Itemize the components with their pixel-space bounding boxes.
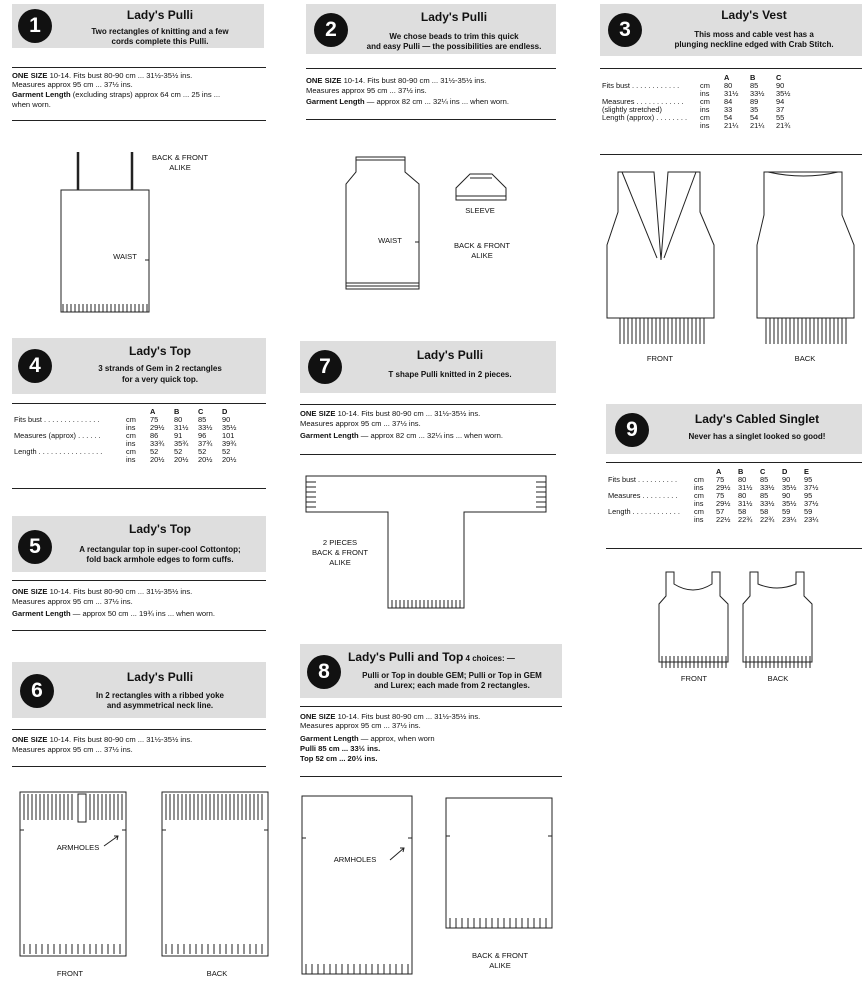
pattern-3-size-table: A B C Fits bust . . . . . . . . . . . . cm 80 85 90 ins 31½ 33½ 35½ Measures . . . . . . . . . . . . cm 84 89 94 (slightly stretched) ins 33 35 37 Length (approx) . . . . . . . . cm 54 54 55 ins 21¼ 21¼ 21¾ <box>602 73 791 130</box>
pattern-2-rule-top <box>306 68 556 69</box>
pattern-2-spec-1: ONE SIZE 10-14. Fits bust 80-90 cm ... 31½-35½ ins. <box>306 76 487 85</box>
pattern-6-front-diagram <box>18 790 130 962</box>
pattern-8-spec-4: Pulli 85 cm ... 33½ ins. <box>300 744 381 753</box>
pattern-3-label-front: FRONT <box>646 354 674 363</box>
pattern-5-subtitle-1: A rectangular top in super-cool Cottontop; <box>79 545 241 554</box>
pattern-4-size-table: A B C D Fits bust . . . . . . . . . . . . . . cm 75 80 85 90 ins 29½ 31½ 33½ 35½ Measures (approx) . . . . . . cm 86 91 96 101 ins 33¾ 35¾ 37¾ 39¾ Length . . . . . . . . . . . . . . . . cm 52 52 52 52 ins 20½ 20½ 20½ 20½ <box>14 407 237 464</box>
pattern-8-spec-2: Measures approx 95 cm ... 37½ ins. <box>300 721 421 730</box>
pattern-8-pulli-diagram <box>300 794 416 980</box>
pattern-5-subtitle-2: fold back armhole edges to form cuffs. <box>86 555 234 564</box>
pattern-1-rule-top <box>12 67 266 68</box>
pattern-6-number-badge: 6 <box>20 674 54 708</box>
pattern-1-diagram <box>55 148 155 318</box>
pattern-8-label-back-front: BACK & FRONT <box>471 951 529 960</box>
pattern-6-rule-bottom <box>12 766 266 767</box>
pattern-7-spec-3: Garment Length — approx 82 cm ... 32¼ ins ... when worn. <box>300 431 504 440</box>
pattern-2-label-back-front: BACK & FRONT <box>453 241 511 250</box>
pattern-3-number-badge: 3 <box>608 13 642 47</box>
pattern-2-subtitle-2: and easy Pulli — the possibilities are endless. <box>366 42 542 51</box>
pattern-1-spec-4: when worn. <box>12 100 51 109</box>
pattern-4-number-badge: 4 <box>18 349 52 383</box>
pattern-4-subtitle-1: 3 strands of Gem in 2 rectangles <box>98 364 222 373</box>
pattern-5-spec-3: Garment Length — approx 50 cm ... 19¾ ins ... when worn. <box>12 609 216 618</box>
pattern-9-number-badge: 9 <box>615 413 649 447</box>
pattern-7-label-alike: ALIKE <box>329 558 351 567</box>
pattern-2-title: Lady's Pulli <box>420 10 488 24</box>
pattern-6-title: Lady's Pulli <box>126 670 194 684</box>
pattern-7-label-back-front: BACK & FRONT <box>311 548 369 557</box>
pattern-1-title: Lady's Pulli <box>126 8 194 22</box>
pattern-2-body-diagram <box>343 154 423 294</box>
pattern-1-label-waist: WAIST <box>113 252 137 261</box>
pattern-5-spec-1: ONE SIZE 10-14. Fits bust 80-90 cm ... 31½-35½ ins. <box>12 587 193 596</box>
pattern-8-title: Lady's Pulli and Top 4 choices: — <box>348 650 515 664</box>
pattern-1-spec-3: Garment Length (excluding straps) approx 64 cm ... 25 ins ... <box>12 90 221 99</box>
pattern-6-back-diagram <box>160 790 272 962</box>
pattern-8-subtitle-2: and Lurex; each made from 2 rectangles. <box>374 681 530 690</box>
pattern-1-spec-2: Measures approx 95 cm ... 37½ ins. <box>12 80 133 89</box>
pattern-6-label-back: BACK <box>206 969 228 978</box>
pattern-5-rule-top <box>12 580 266 581</box>
pattern-4-rule-bottom <box>12 488 266 489</box>
pattern-8-label-alike: ALIKE <box>489 961 511 970</box>
pattern-6-rule-top <box>12 729 266 730</box>
pattern-2-spec-2: Measures approx 95 cm ... 37½ ins. <box>306 86 427 95</box>
pattern-8-number-badge: 8 <box>307 655 341 689</box>
pattern-1-spec-1: ONE SIZE 10-14. Fits bust 80-90 cm ... 31½-35½ ins. <box>12 71 193 80</box>
pattern-9-rule-bottom <box>606 548 862 549</box>
pattern-4-title: Lady's Top <box>129 344 191 358</box>
pattern-7-label-2-pieces: 2 PIECES <box>322 538 358 547</box>
pattern-9-subtitle-1: Never has a singlet looked so good! <box>688 432 826 441</box>
pattern-3-front-diagram <box>604 170 719 350</box>
pattern-1-subtitle-1: Two rectangles of knitting and a few <box>91 27 229 36</box>
pattern-6-label-front: FRONT <box>56 969 84 978</box>
pattern-7-spec-2: Measures approx 95 cm ... 37½ ins. <box>300 419 421 428</box>
pattern-3-title: Lady's Vest <box>721 8 787 22</box>
pattern-7-spec-1: ONE SIZE 10-14. Fits bust 80-90 cm ... 31½-35½ ins. <box>300 409 481 418</box>
pattern-7-rule-top <box>300 404 556 405</box>
pattern-9-label-front: FRONT <box>680 674 708 683</box>
pattern-3-subtitle-2: plunging neckline edged with Crab Stitch. <box>674 40 834 49</box>
pattern-3-back-diagram <box>754 170 859 350</box>
pattern-5-title: Lady's Top <box>129 522 191 536</box>
pattern-8-top-diagram <box>444 796 556 936</box>
pattern-6-label-armholes: ARMHOLES <box>56 843 100 852</box>
pattern-7-subtitle-1: T shape Pulli knitted in 2 pieces. <box>388 370 512 379</box>
pattern-4-rule-top <box>12 403 266 404</box>
pattern-9-back-diagram <box>740 570 816 672</box>
pattern-2-rule-bottom <box>306 119 556 120</box>
pattern-9-size-table: A B C D E Fits bust . . . . . . . . . . cm 75 80 85 90 95 ins 29½ 31½ 33½ 35½ 37½ Measures . . . . . . . . . cm 75 80 85 90 95 ins 29½ 31½ 33½ 35½ 37½ Length . . . . . . . . . . . . cm 57 58 58 59 59 ins 22½ 22¾ 22¾ 23¼ 23¼ <box>608 467 819 524</box>
pattern-2-number-badge: 2 <box>314 13 348 47</box>
pattern-9-label-back: BACK <box>767 674 789 683</box>
pattern-9-rule-top <box>606 462 862 463</box>
pattern-7-title: Lady's Pulli <box>416 348 484 362</box>
pattern-3-rule-top <box>600 68 862 69</box>
pattern-4-subtitle-2: for a very quick top. <box>121 375 199 384</box>
pattern-5-spec-2: Measures approx 95 cm ... 37½ ins. <box>12 597 133 606</box>
pattern-6-spec-2: Measures approx 95 cm ... 37½ ins. <box>12 745 133 754</box>
pattern-8-spec-3: Garment Length — approx, when worn <box>300 734 435 743</box>
pattern-1-number-badge: 1 <box>18 9 52 43</box>
pattern-3-rule-bottom <box>600 154 862 155</box>
pattern-1-label-alike: ALIKE <box>169 163 191 172</box>
pattern-7-number-badge: 7 <box>308 350 342 384</box>
pattern-9-title: Lady's Cabled Singlet <box>694 412 820 426</box>
pattern-3-label-back: BACK <box>794 354 816 363</box>
pattern-7-rule-bottom <box>300 454 556 455</box>
pattern-1-subtitle-2: cords complete this Pulli. <box>111 37 209 46</box>
pattern-2-label-sleeve: SLEEVE <box>465 206 495 215</box>
pattern-6-spec-1: ONE SIZE 10-14. Fits bust 80-90 cm ... 31½-35½ ins. <box>12 735 193 744</box>
pattern-2-label-waist: WAIST <box>378 236 402 245</box>
pattern-8-label-armholes: ARMHOLES <box>333 855 377 864</box>
pattern-9-front-diagram <box>656 570 732 672</box>
pattern-2-spec-3: Garment Length — approx 82 cm ... 32¼ ins ... when worn. <box>306 97 510 106</box>
pattern-8-spec-5: Top 52 cm ... 20½ ins. <box>300 754 378 763</box>
pattern-6-subtitle-2: and asymmetrical neck line. <box>106 701 214 710</box>
pattern-8-subtitle-1: Pulli or Top in double GEM; Pulli or Top in GEM <box>362 671 542 680</box>
pattern-5-rule-bottom <box>12 630 266 631</box>
pattern-1-rule-bottom <box>12 120 266 121</box>
pattern-1-label-back-front: BACK & FRONT <box>151 153 209 162</box>
pattern-5-number-badge: 5 <box>18 530 52 564</box>
pattern-2-sleeve-diagram <box>452 168 512 203</box>
pattern-6-subtitle-1: In 2 rectangles with a ribbed yoke <box>95 691 225 700</box>
pattern-2-label-alike: ALIKE <box>471 251 493 260</box>
pattern-8-spec-1: ONE SIZE 10-14. Fits bust 80-90 cm ... 31½-35½ ins. <box>300 712 481 721</box>
pattern-2-subtitle-1: We chose beads to trim this quick <box>389 32 519 41</box>
pattern-3-subtitle-1: This moss and cable vest has a <box>694 30 814 39</box>
pattern-8-rule-bottom <box>300 776 562 777</box>
pattern-8-rule-top <box>300 706 562 707</box>
